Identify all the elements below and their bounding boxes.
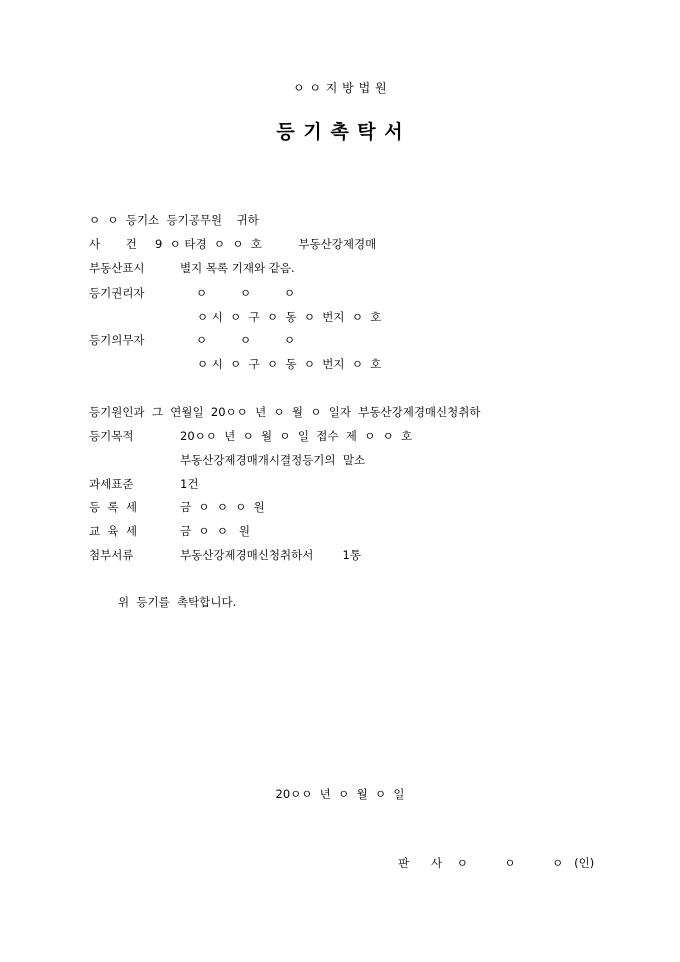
cause-line: 등기원인과 그 연월일 20ㅇㅇ 년 ㅇ 월 ㅇ 일자 부동산강제경매신청취하 bbox=[89, 405, 481, 419]
obligor-label: 등기의무자 bbox=[89, 333, 145, 347]
obligor-name: ㅇ ㅇ ㅇ bbox=[196, 333, 296, 347]
request-statement: 위 등기를 촉탁합니다. bbox=[118, 595, 237, 609]
registration-tax-label: 등 록 세 bbox=[89, 500, 137, 514]
attachments-value: 부동산강제경매신청취하서 1통 bbox=[180, 548, 361, 562]
purpose-label: 등기목적 bbox=[89, 429, 134, 443]
judge-signature-line: 판 사 ㅇ ㅇ ㅇ (인) bbox=[398, 856, 595, 870]
tax-base-label: 과세표준 bbox=[89, 477, 134, 491]
right-holder-name: ㅇ ㅇ ㅇ bbox=[196, 286, 296, 300]
property-value: 별지 목록 기재와 같음. bbox=[180, 261, 295, 275]
tax-base-value: 1건 bbox=[180, 477, 199, 491]
education-tax-value: 금 ㅇ ㅇ 원 bbox=[180, 524, 251, 538]
purpose-line2: 부동산강제경매개시결정등기의 말소 bbox=[180, 453, 366, 467]
right-holder-label: 등기권리자 bbox=[89, 286, 145, 300]
right-holder-address: ㅇ 시 ㅇ 구 ㅇ 동 ㅇ 번지 ㅇ 호 bbox=[197, 310, 382, 324]
purpose-line1: 20ㅇㅇ 년 ㅇ 월 ㅇ 일 접수 제 ㅇ ㅇ 호 bbox=[180, 429, 413, 443]
property-label: 부동산표시 bbox=[89, 261, 145, 275]
document-title: 등 기 촉 탁 서 bbox=[276, 121, 404, 143]
document-date: 20ㅇㅇ 년 ㅇ 월 ㅇ 일 bbox=[275, 787, 405, 801]
case-label: 사 건 bbox=[89, 237, 137, 251]
case-value: 9 ㅇ 타경 ㅇ ㅇ 호 부동산강제경매 bbox=[155, 237, 377, 251]
registration-tax-value: 금 ㅇ ㅇ ㅇ 원 bbox=[180, 500, 265, 514]
attachments-label: 첨부서류 bbox=[89, 548, 134, 562]
education-tax-label: 교 육 세 bbox=[89, 524, 137, 538]
obligor-address: ㅇ 시 ㅇ 구 ㅇ 동 ㅇ 번지 ㅇ 호 bbox=[197, 357, 382, 371]
addressee: ㅇ ㅇ 등기소 등기공무원 귀하 bbox=[89, 213, 259, 227]
court-name: ㅇ ㅇ 지 방 법 원 bbox=[292, 81, 388, 95]
